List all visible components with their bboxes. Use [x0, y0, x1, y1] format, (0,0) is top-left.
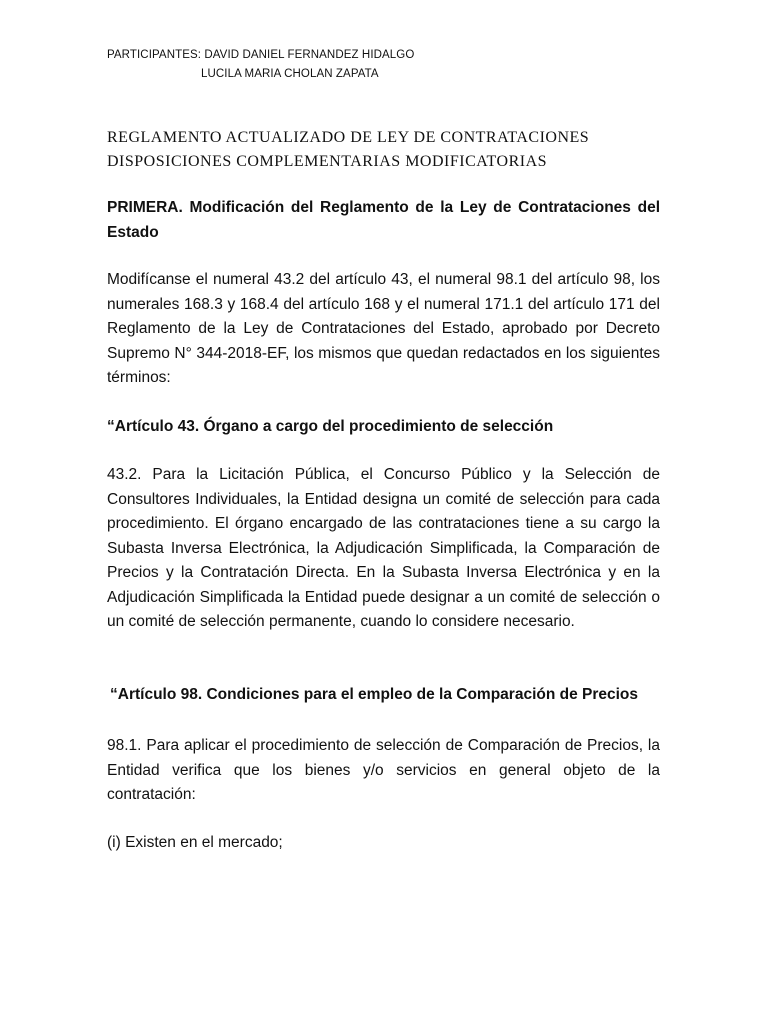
- participants-line-2: LUCILA MARIA CHOLAN ZAPATA: [201, 68, 379, 80]
- participants-line-1: PARTICIPANTES: DAVID DANIEL FERNANDEZ HIDALGO: [107, 49, 415, 61]
- article-43-paragraph: 43.2. Para la Licitación Pública, el Concurso Público y la Selección de Consultores Individuales, la Entidad designa un comité de selección para cada procedimiento. El órgano encargado de las contrataciones tiene a su cargo la Subasta Inversa Electrónica, la Adjudicación Simplificada, la Comparación de Precios y la Contratación Directa. En la Subasta Inversa Electrónica y en la Adjudicación Simplificada la Entidad puede designar a un comité de selección o un comité de selección permanente, cuando lo considere necesario.: [107, 466, 660, 630]
- participants-block: [107, 46, 414, 84]
- article-43-title: “Artículo 43. Órgano a cargo del procedimiento de selección: [107, 418, 554, 435]
- document-title-line-2: DISPOSICIONES COMPLEMENTARIAS MODIFICATORIAS: [107, 153, 548, 170]
- document-title: [107, 126, 589, 174]
- article-98-paragraph: 98.1. Para aplicar el procedimiento de selección de Comparación de Precios, la Entidad verifica que los bienes y/o servicios en general objeto de la contratación:: [107, 737, 660, 803]
- article-98-item-i: (i) Existen en el mercado;: [107, 834, 283, 851]
- section-primera-body: Modifícanse el numeral 43.2 del artículo 43, el numeral 98.1 del artículo 98, los numerales 168.3 y 168.4 del artículo 168 y el numeral 171.1 del artículo 171 del Reglamento de la Ley de Contrataciones del Estado, aprobado por Decreto Supremo N° 344-2018-EF, los mismos que quedan redactados en los siguientes términos:: [107, 271, 660, 386]
- section-primera-title: PRIMERA. Modificación del Reglamento de la Ley de Contrataciones del Estado: [107, 199, 660, 241]
- article-98-title: “Artículo 98. Condiciones para el empleo de la Comparación de Precios: [110, 686, 639, 703]
- document-title-line-1: REGLAMENTO ACTUALIZADO DE LEY DE CONTRATACIONES: [107, 129, 590, 146]
